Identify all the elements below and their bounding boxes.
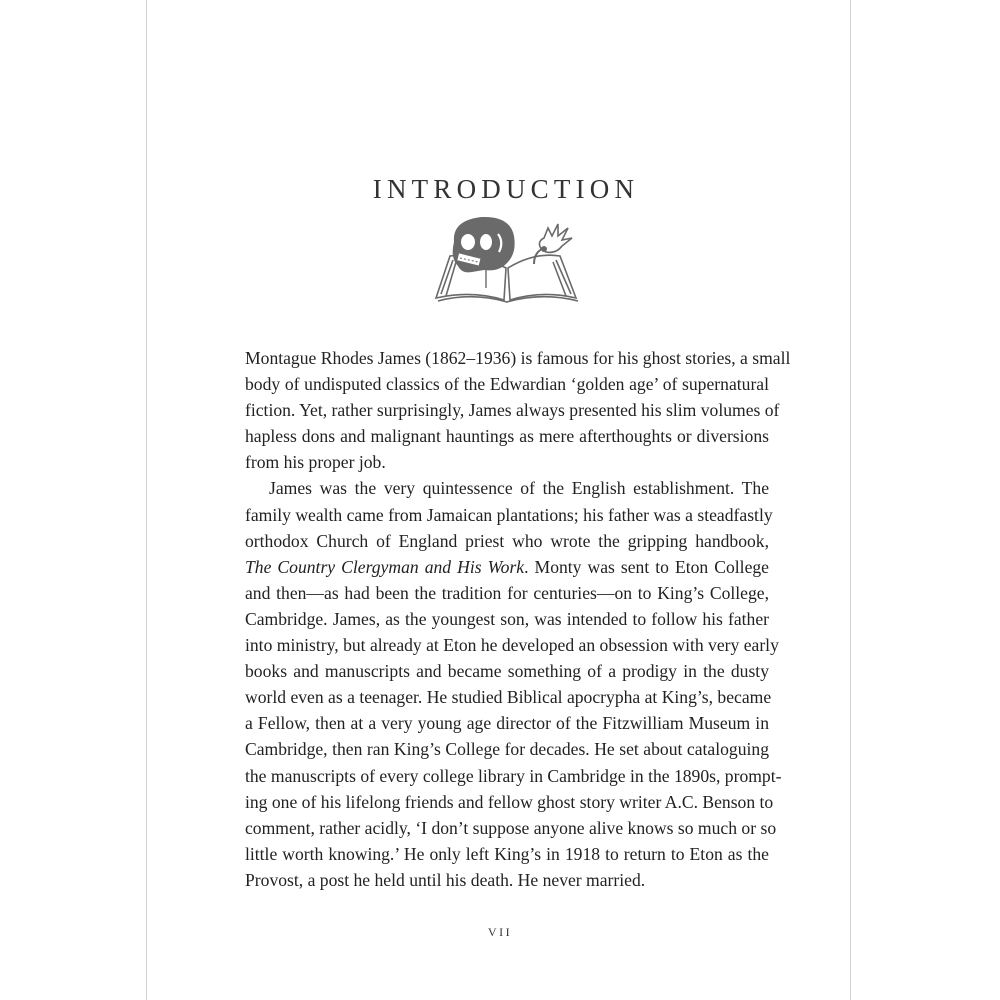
page-edge-left bbox=[146, 0, 147, 1000]
text-line: and then—as had been the tradition for centuries—on to King’s College, bbox=[245, 582, 769, 603]
text-line: fiction. Yet, rather surprisingly, James always presented his slim volumes of bbox=[245, 400, 780, 421]
text-line: a Fellow, then at a very young age director of the Fitzwilliam Museum in bbox=[245, 713, 769, 734]
text-line: Provost, a post he held until his death. He never married. bbox=[245, 869, 646, 890]
page-number: VII bbox=[487, 925, 513, 939]
page-edge-right bbox=[850, 0, 851, 1000]
text-line: Montague Rhodes James (1862–1936) is famous for his ghost stories, a small bbox=[245, 348, 791, 368]
text-line: orthodox Church of England priest who wrote the gripping handbook, bbox=[245, 530, 769, 551]
text-line: Cambridge, then ran King’s College for decades. He set about cataloguing bbox=[245, 739, 769, 760]
text-line-with-italic-title bbox=[245, 554, 769, 580]
text-line: books and manuscripts and became something of a prodigy in the dusty bbox=[245, 661, 769, 682]
text-line: hapless dons and malignant hauntings as mere afterthoughts or diversions bbox=[245, 426, 769, 447]
line-rest: . Monty was sent to Eton College bbox=[524, 556, 769, 577]
text-line: into ministry, but already at Eton he developed an obsession with very early bbox=[245, 635, 779, 656]
chapter-title: INTRODUCTION bbox=[372, 174, 640, 205]
paragraph-1 bbox=[245, 345, 791, 475]
book-title: The Country Clergyman and His Work bbox=[245, 556, 525, 577]
text-line: Cambridge. James, as the youngest son, was intended to follow his father bbox=[245, 608, 769, 629]
text-line: body of undisputed classics of the Edwardian ‘golden age’ of supernatural bbox=[245, 374, 769, 395]
text-line: little worth knowing.’ He only left King’s in 1918 to return to Eton as the bbox=[245, 843, 769, 864]
skull-book-flower-icon bbox=[432, 212, 584, 304]
body-text bbox=[245, 345, 791, 893]
text-line: world even as a teenager. He studied Biblical apocrypha at King’s, became bbox=[245, 687, 772, 708]
text-line: comment, rather acidly, ‘I don’t suppose anyone alive knows so much or so bbox=[245, 817, 777, 838]
paragraph-2 bbox=[245, 475, 782, 893]
text-line: from his proper job. bbox=[245, 452, 386, 473]
text-line: James was the very quintessence of the English establishment. The bbox=[269, 478, 769, 499]
text-line: family wealth came from Jamaican plantations; his father was a steadfastly bbox=[245, 504, 773, 525]
text-line: the manuscripts of every college library in Cambridge in the 1890s, prompt- bbox=[245, 765, 782, 786]
text-line: ing one of his lifelong friends and fellow ghost story writer A.C. Benson to bbox=[245, 791, 774, 812]
